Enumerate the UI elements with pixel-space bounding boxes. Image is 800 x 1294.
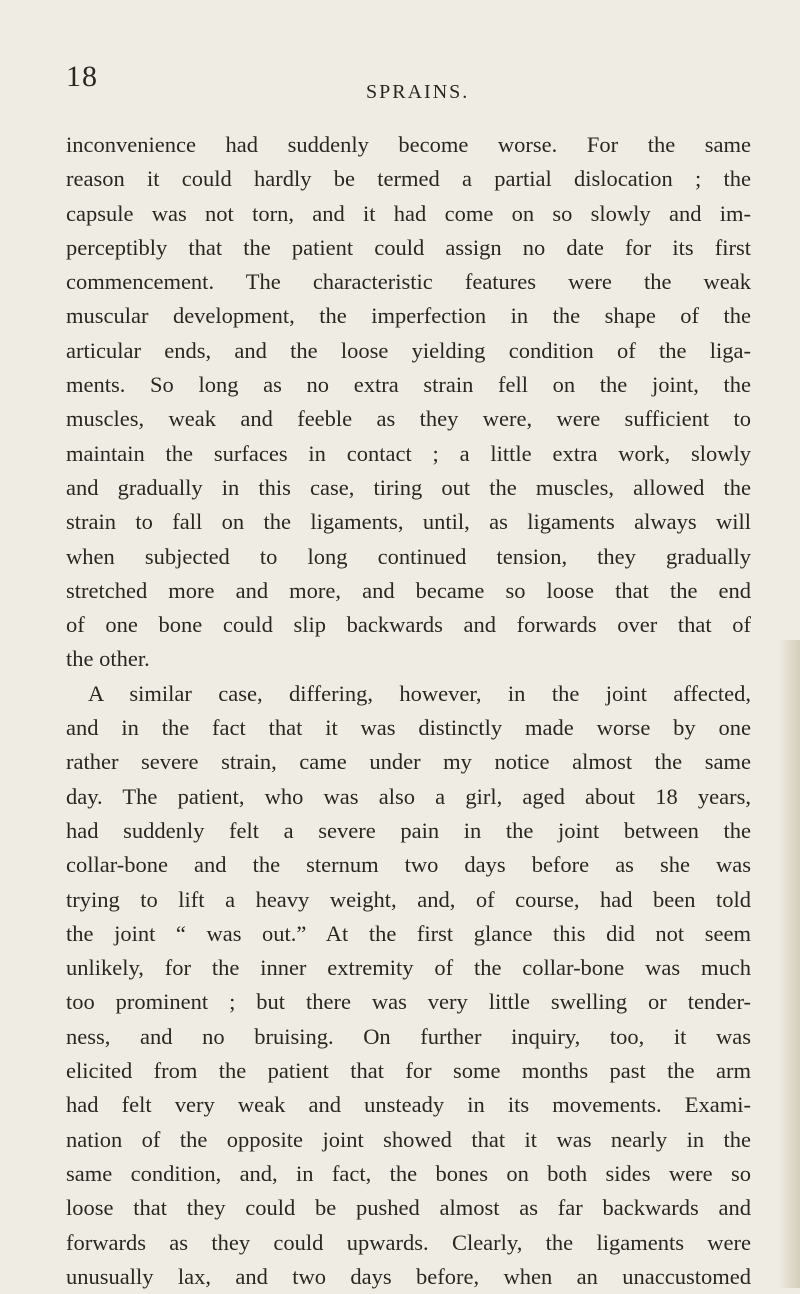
text-line: strain to fall on the ligaments, until, as ligaments always will	[66, 509, 751, 535]
text-line: same condition, and, in fact, the bones on both sides were so	[66, 1160, 751, 1186]
text-line: unusually lax, and two days before, when an unaccustomed	[66, 1263, 751, 1289]
text-line: too prominent ; but there was very little swelling or tender-	[66, 989, 751, 1015]
running-head: SPRAINS.	[366, 81, 470, 103]
text-line: perceptibly that the patient could assign no date for its first	[66, 234, 751, 260]
text-line: of one bone could slip backwards and forwards over that of	[66, 612, 751, 638]
text-line: collar-bone and the sternum two days before as she was	[66, 852, 751, 878]
paragraph-end-line: the other.	[66, 646, 150, 672]
text-line: nation of the opposite joint showed that it was nearly in the	[66, 1126, 751, 1152]
text-line: when subjected to long continued tension, they gradually	[66, 543, 751, 569]
text-line: had suddenly felt a severe pain in the joint between the	[66, 817, 751, 843]
text-line: ness, and no bruising. On further inquiry, too, it was	[66, 1023, 751, 1049]
text-line: maintain the surfaces in contact ; a little extra work, slowly	[66, 440, 751, 466]
text-line: commencement. The characteristic features were the weak	[66, 269, 751, 295]
text-line: articular ends, and the loose yielding condition of the liga-	[66, 337, 751, 363]
text-line: muscles, weak and feeble as they were, were sufficient to	[66, 406, 751, 432]
text-line: and gradually in this case, tiring out the muscles, allowed the	[66, 474, 751, 500]
text-line: capsule was not torn, and it had come on so slowly and im-	[66, 200, 751, 226]
text-line: loose that they could be pushed almost as far backwards and	[66, 1195, 751, 1221]
page-number: 18	[66, 60, 98, 93]
text-line: inconvenience had suddenly become worse. For the same	[66, 132, 751, 157]
body-text	[66, 128, 751, 1294]
paragraph-start-line: A similar case, differing, however, in the joint affected,	[88, 680, 751, 706]
text-line: the joint “ was out.” At the first glance this did not seem	[66, 920, 751, 946]
text-line: ments. So long as no extra strain fell on the joint, the	[66, 372, 751, 398]
text-line: day. The patient, who was also a girl, aged about 18 years,	[66, 783, 751, 809]
text-line: reason it could hardly be termed a partial dislocation ; the	[66, 166, 751, 192]
text-line: muscular development, the imperfection in the shape of the	[66, 303, 751, 329]
text-line: had felt very weak and unsteady in its movements. Exami-	[66, 1092, 751, 1118]
text-line: and in the fact that it was distinctly made worse by one	[66, 715, 751, 741]
text-line: trying to lift a heavy weight, and, of course, had been told	[66, 886, 751, 912]
text-line: forwards as they could upwards. Clearly, the ligaments were	[66, 1229, 751, 1255]
text-line: rather severe strain, came under my notice almost the same	[66, 749, 751, 775]
text-line: elicited from the patient that for some months past the arm	[66, 1058, 751, 1084]
text-line: unlikely, for the inner extremity of the collar-bone was much	[66, 955, 751, 981]
page-edge-shadow	[778, 640, 800, 1288]
text-line: stretched more and more, and became so loose that the end	[66, 577, 751, 603]
